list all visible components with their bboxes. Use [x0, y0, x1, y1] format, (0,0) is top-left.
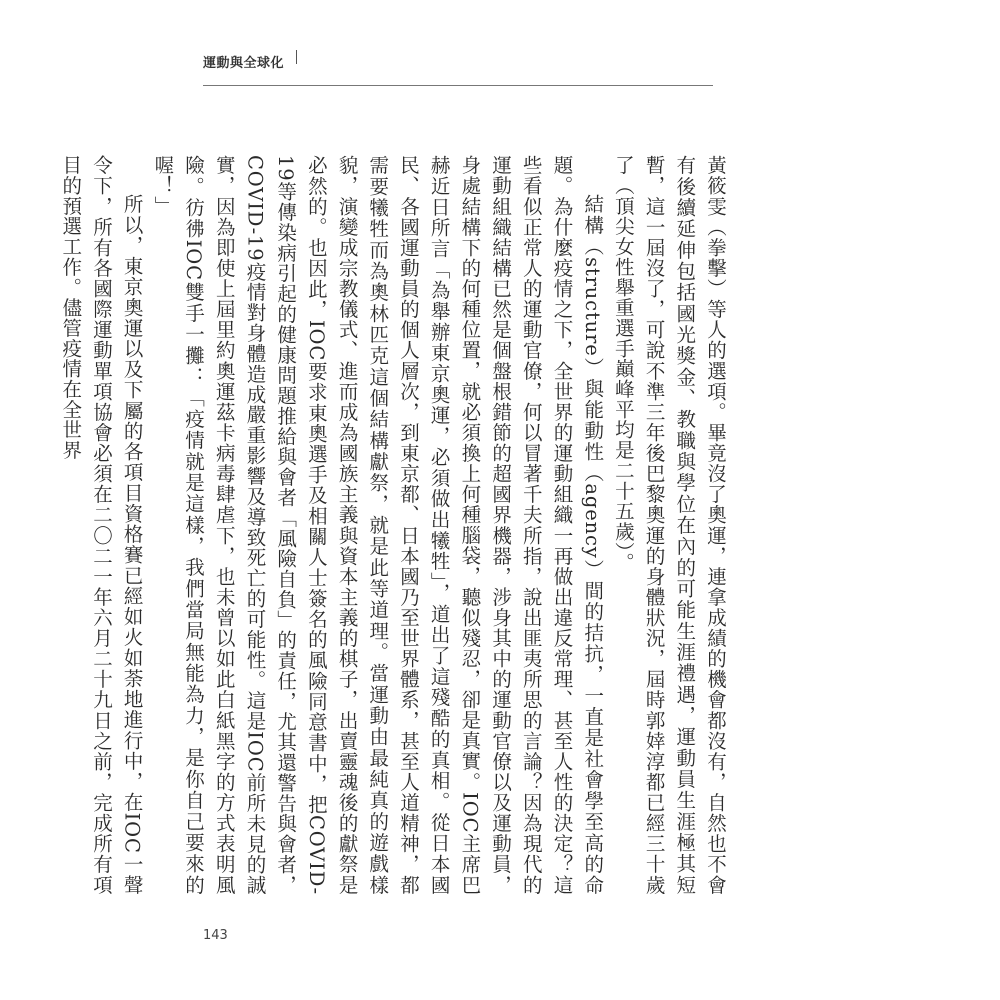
- paragraph-3: 所以，東京奧運以及下屬的各項目資格賽已經如火如荼地進行中，在IOC一聲令下，所有各國際運動單項協會必須在二〇二一年六月二十九日之前，完成所有項目的預選工作。儘管疫情在全世界: [59, 155, 144, 895]
- header-separator: [296, 50, 297, 64]
- vertical-body-text: [55, 155, 730, 895]
- paragraph-2: 結構（structure）與能動性（agency）間的拮抗，一直是社會學至高的命題。為什麼疫情之下，全世界的運動組織一再做出違反常理、甚至人性的決定？這些看似正常人的運動官僚，何以冒著千夫所指，說出匪夷所思的言論？因為現代的運動組織結構已然是個盤根錯節的超國界機器，涉身其中的運動官僚以及運動員，身處結構下的何種位置，就必須換上何種腦袋，聽似殘忍，卻是真實。IOC主席巴赫近日所言「為舉辦東京奧運，必須做出犧牲」，道出了這殘酷的真相。從日本國民、各國運動員的個人層次，到東京都、日本國乃至世界體系，甚至人道精神，都需要犧牲而為奧林匹克這個結構獻祭，就是此等道理。當運動由最純真的遊戲樣貌，演變成宗教儀式、進而成為國族主義與資本主義的棋子，出賣靈魂後的獻祭是必然的。也因此，IOC要求東奧選手及相關人士簽名的風險同意書中，把COVID-19等傳染病引起的健康問題推給與會者「風險自負」的責任，尤其還警告與會者，COVID-19疫情對身體造成嚴重影響及導致死亡的可能性。這是IOC前所未見的誠實，因為即使上屆里約奧運茲卡病毒肆虐下，也未曾以如此白紙黑字的方式表明風險。彷彿IOC雙手一攤：「疫情就是這樣，我們當局無能為力，是你自己要來的喔！」: [151, 155, 605, 895]
- paragraph-1: 黃筱雯（拳擊）等人的選項。畢竟沒了奧運，連拿成績的機會都沒有，自然也不會有後續延伸包括國光獎金、教職與學位在內的可能生涯禮遇，運動員生涯極其短暫，這一屆沒了，可說不準三年後巴黎奧運的身體狀況，屆時郭婞淳都已經三十歲了（頂尖女性舉重選手巔峰平均是二十五歲）。: [611, 155, 727, 895]
- running-header-title: 運動與全球化: [203, 56, 285, 71]
- page-number: 143: [203, 928, 228, 943]
- header-rule: [203, 85, 713, 86]
